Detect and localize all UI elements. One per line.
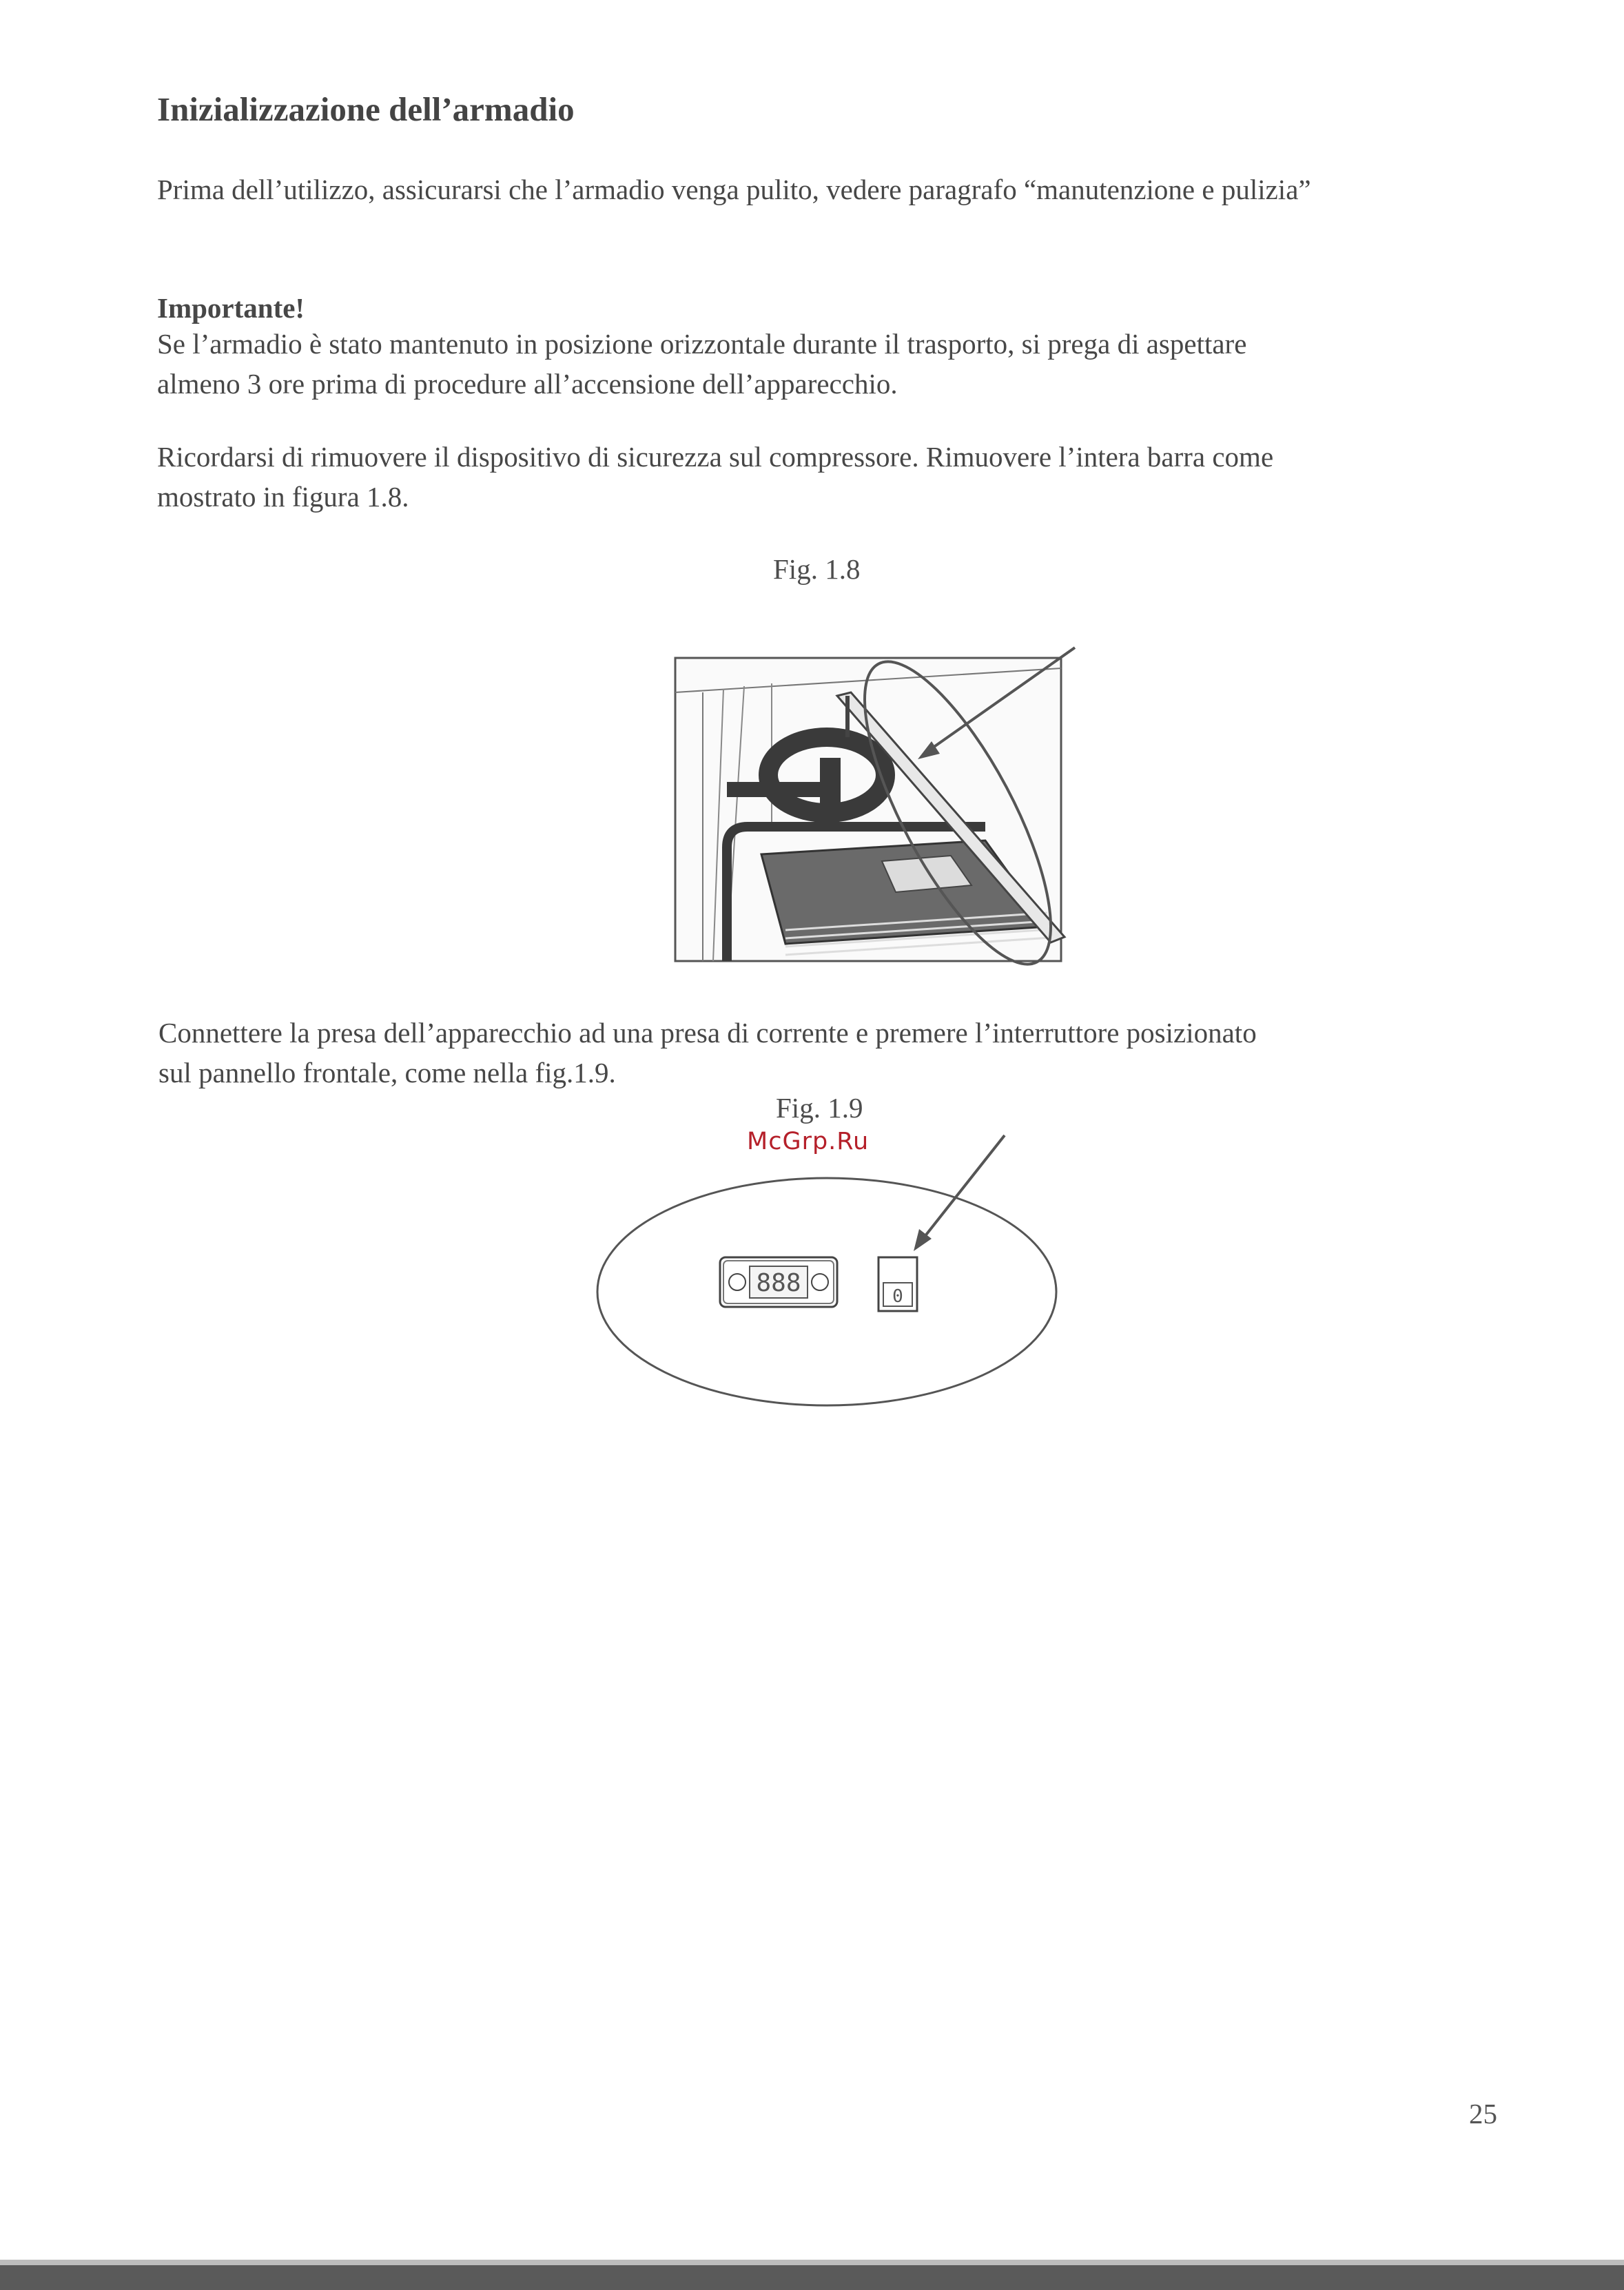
power-switch [878, 1257, 917, 1311]
intro-paragraph: Prima dell’utilizzo, assicurarsi che l’armadio venga pulito, vedere paragrafo “manutenzione e pulizia” [157, 174, 1311, 205]
display-digits: 888 [756, 1269, 801, 1297]
controller-display [720, 1257, 837, 1307]
scan-edge-bar [0, 2265, 1624, 2290]
figure-1-8-caption: Fig. 1.8 [773, 553, 861, 585]
important-line-2: almeno 3 ore prima di procedure all’accensione dell’apparecchio. [157, 368, 898, 400]
page-title: Inizializzazione dell’armadio [157, 90, 575, 128]
power-connection-line-2: sul pannello frontale, come nella fig.1.9. [158, 1057, 616, 1089]
figure-1-9-caption: Fig. 1.9 [776, 1092, 863, 1124]
power-connection-line-1: Connettere la presa dell’apparecchio ad una presa di corrente e premere l’interruttore posizionato [158, 1017, 1257, 1049]
figure-1-9-front-panel [593, 1130, 1068, 1412]
important-label: Importante! [157, 292, 305, 324]
scan-edge-light [0, 2260, 1624, 2265]
safety-device-line-2: mostrato in figura 1.8. [157, 481, 409, 513]
switch-label: 0 [892, 1286, 903, 1307]
page-number: 25 [1469, 2098, 1497, 2129]
watermark: McGrp.Ru [747, 1128, 870, 1155]
important-line-1: Se l’armadio è stato mantenuto in posizione orizzontale durante il trasporto, si prega di aspettare [157, 328, 1247, 360]
safety-device-line-1: Ricordarsi di rimuovere il dispositivo di sicurezza sul compressore. Rimuovere l’intera barra come [157, 441, 1274, 473]
figure-1-8-compressor-illustration [661, 641, 1116, 971]
